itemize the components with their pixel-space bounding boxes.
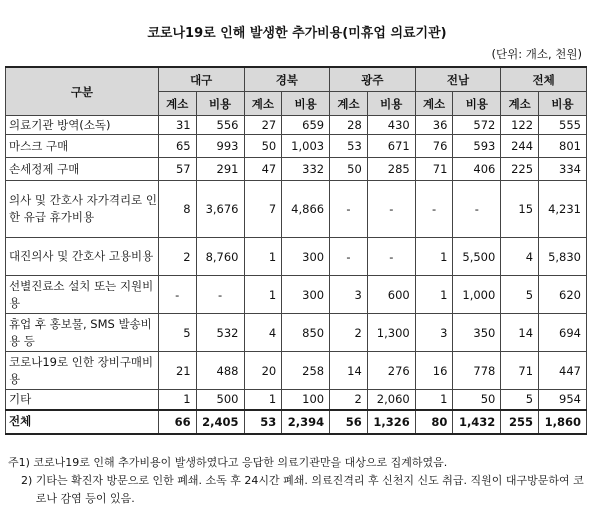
cell-cost: 2,405 xyxy=(196,410,244,434)
cell-cost: 4,866 xyxy=(282,181,330,238)
cell-cost: 555 xyxy=(539,116,587,135)
cell-cost: 2,394 xyxy=(282,410,330,434)
cell-count: 28 xyxy=(330,116,368,135)
table-body xyxy=(6,116,587,434)
cell-count: 1 xyxy=(415,390,453,410)
cell-count: - xyxy=(330,181,368,238)
table-row xyxy=(6,390,587,410)
cell-count: 71 xyxy=(415,158,453,181)
table-row xyxy=(6,238,587,276)
header-cost: 비용 xyxy=(453,92,501,116)
cell-cost: 600 xyxy=(367,276,415,314)
header-cost: 비용 xyxy=(196,92,244,116)
cell-cost: 850 xyxy=(282,314,330,352)
header-region: 전체 xyxy=(501,67,587,92)
cell-count: 71 xyxy=(501,352,539,390)
cell-count: 65 xyxy=(158,135,196,158)
cell-cost: 556 xyxy=(196,116,244,135)
cell-count: 1 xyxy=(158,390,196,410)
cell-count: - xyxy=(415,181,453,238)
cell-cost: 1,000 xyxy=(453,276,501,314)
cell-cost: 258 xyxy=(282,352,330,390)
cell-count: 3 xyxy=(415,314,453,352)
footnotes xyxy=(8,454,586,508)
cell-cost: 2,060 xyxy=(367,390,415,410)
cell-cost: 572 xyxy=(453,116,501,135)
cell-count: 27 xyxy=(244,116,282,135)
cell-cost: 1,300 xyxy=(367,314,415,352)
cell-count: 4 xyxy=(501,238,539,276)
footnote-text: 기타는 확진자 방문으로 인한 폐쇄. 소독 후 24시간 폐쇄. 의료진격리 후 신천지 신도 취급. 직원이 대구방문하여 코로나 감염 등이 있음. xyxy=(35,474,584,505)
header-cost: 비용 xyxy=(539,92,587,116)
cell-count: 14 xyxy=(330,352,368,390)
cell-cost: 1,860 xyxy=(539,410,587,434)
cell-count: 56 xyxy=(330,410,368,434)
cell-count: 1 xyxy=(415,238,453,276)
row-label: 대진의사 및 간호사 고용비용 xyxy=(6,238,159,276)
cell-count: - xyxy=(158,276,196,314)
cell-count: 122 xyxy=(501,116,539,135)
cell-cost: 350 xyxy=(453,314,501,352)
table-row xyxy=(6,352,587,390)
row-label: 마스크 구매 xyxy=(6,135,159,158)
cell-count: 5 xyxy=(158,314,196,352)
cell-cost: 593 xyxy=(453,135,501,158)
cell-count: 7 xyxy=(244,181,282,238)
cell-cost: 620 xyxy=(539,276,587,314)
cell-cost: 8,760 xyxy=(196,238,244,276)
row-label: 의료기관 방역(소독) xyxy=(6,116,159,135)
cell-count: 50 xyxy=(330,158,368,181)
cell-cost: 694 xyxy=(539,314,587,352)
header-region: 광주 xyxy=(330,67,416,92)
cell-cost: 778 xyxy=(453,352,501,390)
header-region: 전남 xyxy=(415,67,501,92)
row-label: 기타 xyxy=(6,390,159,410)
cell-cost: 1,003 xyxy=(282,135,330,158)
cell-cost: 3,676 xyxy=(196,181,244,238)
footnote-text: 코로나19로 인해 추가비용이 발생하였다고 응답한 의료기관만을 대상으로 집계하였음. xyxy=(33,456,448,469)
header-count: 계소 xyxy=(244,92,282,116)
cell-count: 3 xyxy=(330,276,368,314)
header-count: 계소 xyxy=(415,92,453,116)
cost-table xyxy=(5,66,587,435)
cell-cost: 430 xyxy=(367,116,415,135)
cell-count: 8 xyxy=(158,181,196,238)
cell-cost: 334 xyxy=(539,158,587,181)
cell-cost: - xyxy=(367,181,415,238)
cell-cost: 285 xyxy=(367,158,415,181)
cell-cost: 1,432 xyxy=(453,410,501,434)
unit-label: (단위: 개소, 천원) xyxy=(491,47,582,61)
cell-count: 1 xyxy=(244,238,282,276)
cell-count: 2 xyxy=(158,238,196,276)
cell-cost: 500 xyxy=(196,390,244,410)
cell-cost: - xyxy=(453,181,501,238)
cell-count: 57 xyxy=(158,158,196,181)
cell-cost: - xyxy=(367,238,415,276)
header-region: 대구 xyxy=(158,67,244,92)
cell-cost: - xyxy=(196,276,244,314)
header-count: 계소 xyxy=(501,92,539,116)
row-label: 선별진료소 설치 또는 지원비용 xyxy=(6,276,159,314)
row-label: 코로나19로 인한 장비구매비용 xyxy=(6,352,159,390)
cell-count: 80 xyxy=(415,410,453,434)
header-region: 경북 xyxy=(244,67,330,92)
cell-count: 20 xyxy=(244,352,282,390)
cell-cost: 801 xyxy=(539,135,587,158)
cell-count: 1 xyxy=(244,276,282,314)
table-row xyxy=(6,314,587,352)
cell-count: 5 xyxy=(501,390,539,410)
cell-cost: 659 xyxy=(282,116,330,135)
header-cost: 비용 xyxy=(367,92,415,116)
cell-count: 36 xyxy=(415,116,453,135)
cell-cost: 5,830 xyxy=(539,238,587,276)
cell-cost: 300 xyxy=(282,238,330,276)
cell-count: 50 xyxy=(244,135,282,158)
cell-cost: 671 xyxy=(367,135,415,158)
cell-cost: 447 xyxy=(539,352,587,390)
cell-count: 5 xyxy=(501,276,539,314)
table-title: 코로나19로 인해 발생한 추가비용(미휴업 의료기관) xyxy=(147,26,447,41)
row-label: 휴업 후 홍보물, SMS 발송비용 등 xyxy=(6,314,159,352)
cell-count: 4 xyxy=(244,314,282,352)
cell-count: 16 xyxy=(415,352,453,390)
cell-count: 53 xyxy=(244,410,282,434)
cell-cost: 532 xyxy=(196,314,244,352)
cell-count: 2 xyxy=(330,314,368,352)
total-row xyxy=(6,410,587,434)
row-label: 의사 및 간호사 자가격리로 인한 유급 휴가비용 xyxy=(6,181,159,238)
cell-count: - xyxy=(330,238,368,276)
header-count: 계소 xyxy=(158,92,196,116)
cell-cost: 993 xyxy=(196,135,244,158)
cell-cost: 954 xyxy=(539,390,587,410)
cell-cost: 291 xyxy=(196,158,244,181)
cell-count: 76 xyxy=(415,135,453,158)
row-label: 전체 xyxy=(6,410,159,434)
footnote-label: 2) xyxy=(21,474,33,487)
cell-count: 47 xyxy=(244,158,282,181)
cell-cost: 406 xyxy=(453,158,501,181)
cell-count: 31 xyxy=(158,116,196,135)
cell-count: 255 xyxy=(501,410,539,434)
cell-count: 21 xyxy=(158,352,196,390)
cell-cost: 300 xyxy=(282,276,330,314)
cell-count: 14 xyxy=(501,314,539,352)
row-label: 손세정제 구매 xyxy=(6,158,159,181)
header-count: 계소 xyxy=(330,92,368,116)
cell-count: 2 xyxy=(330,390,368,410)
footnote-1 xyxy=(8,454,586,472)
cell-count: 244 xyxy=(501,135,539,158)
footnote-2 xyxy=(8,472,586,508)
cell-count: 1 xyxy=(244,390,282,410)
footnote-label: 주1) xyxy=(8,456,30,469)
cell-cost: 5,500 xyxy=(453,238,501,276)
cell-cost: 488 xyxy=(196,352,244,390)
header-category: 구분 xyxy=(6,67,159,116)
cell-count: 53 xyxy=(330,135,368,158)
cell-cost: 4,231 xyxy=(539,181,587,238)
table-row xyxy=(6,158,587,181)
cell-cost: 50 xyxy=(453,390,501,410)
cell-count: 225 xyxy=(501,158,539,181)
cell-cost: 332 xyxy=(282,158,330,181)
cell-cost: 1,326 xyxy=(367,410,415,434)
header-row-regions xyxy=(6,67,587,92)
header-cost: 비용 xyxy=(282,92,330,116)
cell-cost: 276 xyxy=(367,352,415,390)
cell-count: 66 xyxy=(158,410,196,434)
table-row xyxy=(6,181,587,238)
cell-count: 15 xyxy=(501,181,539,238)
cell-count: 1 xyxy=(415,276,453,314)
cell-cost: 100 xyxy=(282,390,330,410)
table-row xyxy=(6,276,587,314)
table-row xyxy=(6,135,587,158)
table-row xyxy=(6,116,587,135)
